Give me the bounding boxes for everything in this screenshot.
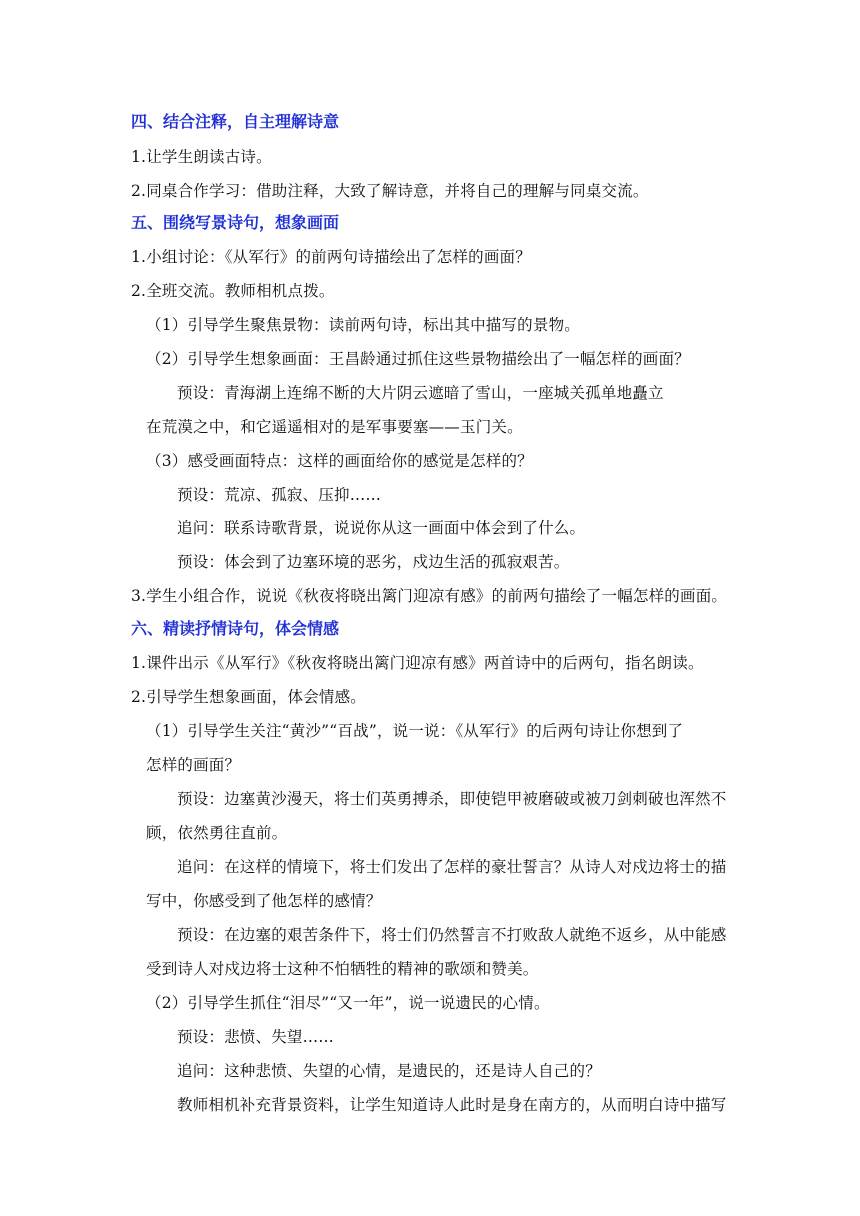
- paragraph-line: （1）引导学生关注“黄沙”“百战”，说一说：《从军行》的后两句诗让你想到了: [146, 722, 684, 740]
- section-heading-4: 四、结合注释，自主理解诗意: [131, 112, 340, 131]
- paragraph-line: 追问：在这样的情境下，将士们发出了怎样的豪壮誓言？从诗人对戍边将士的描: [177, 858, 727, 876]
- paragraph-line: 预设：在边塞的艰苦条件下，将士们仍然誓言不打败敌人就绝不返乡，从中能感: [177, 926, 727, 944]
- paragraph-line: 预设：边塞黄沙漫天，将士们英勇搏杀，即使铠甲被磨破或被刀剑刺破也浑然不: [177, 790, 727, 808]
- paragraph-line: 顾，依然勇往直前。: [146, 824, 288, 842]
- paragraph-line: 怎样的画面？: [146, 756, 241, 774]
- paragraph-line: （1）引导学生聚焦景物：读前两句诗，标出其中描写的景物。: [146, 316, 580, 334]
- paragraph-line: 2.全班交流。教师相机点拨。: [131, 282, 335, 300]
- paragraph-line: 预设：荒凉、孤寂、压抑……: [177, 486, 382, 504]
- paragraph-line: 追问：联系诗歌背景，说说你从这一画面中体会到了什么。: [177, 519, 586, 537]
- paragraph-line: 写中，你感受到了他怎样的感情？: [146, 892, 382, 910]
- paragraph-line: 预设：悲愤、失望……: [177, 1028, 335, 1046]
- paragraph-line: （3）感受画面特点：这样的画面给你的感觉是怎样的？: [146, 452, 533, 470]
- section-heading-5: 五、围绕写景诗句，想象画面: [131, 213, 340, 232]
- paragraph-line: 预设：青海湖上连绵不断的大片阴云遮暗了雪山，一座城关孤单地矗立: [177, 384, 664, 402]
- section-heading-6: 六、精读抒情诗句，体会情感: [131, 619, 340, 638]
- paragraph-line: 3.学生小组合作，说说《秋夜将晓出篱门迎凉有感》的前两句描绘了一幅怎样的画面。: [131, 587, 728, 605]
- paragraph-line: （2）引导学生抓住“泪尽”“又一年”，说一说遗民的心情。: [146, 994, 550, 1012]
- paragraph-line: 在荒漠之中，和它遥遥相对的是军事要塞——玉门关。: [146, 418, 523, 436]
- paragraph-line: 1.课件出示《从军行》《秋夜将晓出篱门迎凉有感》两首诗中的后两句，指名朗读。: [131, 654, 704, 672]
- paragraph-line: 教师相机补充背景资料，让学生知道诗人此时是身在南方的，从而明白诗中描写: [177, 1096, 727, 1114]
- paragraph-line: 受到诗人对戍边将士这种不怕牺牲的精神的歌颂和赞美。: [146, 960, 539, 978]
- paragraph-line: （2）引导学生想象画面：王昌龄通过抓住这些景物描绘出了一幅怎样的画面？: [146, 350, 690, 368]
- paragraph-line: 追问：这种悲愤、失望的心情，是遗民的，还是诗人自己的？: [177, 1062, 601, 1080]
- paragraph-line: 预设：体会到了边塞环境的恶劣，戍边生活的孤寂艰苦。: [177, 553, 570, 571]
- paragraph-line: 1.小组讨论：《从军行》的前两句诗描绘出了怎样的画面？: [131, 248, 531, 266]
- paragraph-line: 1.让学生朗读古诗。: [131, 148, 272, 166]
- paragraph-line: 2.同桌合作学习：借助注释，大致了解诗意，并将自己的理解与同桌交流。: [131, 182, 649, 200]
- paragraph-line: 2.引导学生想象画面，体会情感。: [131, 688, 366, 706]
